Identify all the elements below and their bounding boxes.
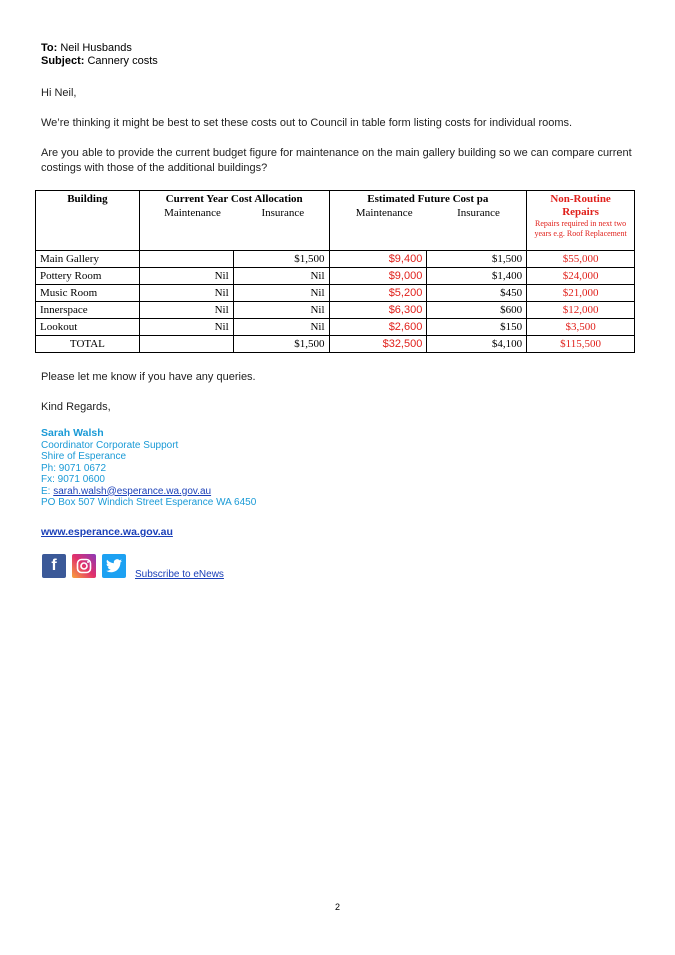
table-row	[36, 251, 635, 268]
to-label: To:	[41, 42, 58, 54]
sign-off: Kind Regards,	[41, 401, 111, 413]
table-row	[36, 319, 635, 336]
signature-fax: Fx: 9071 0600	[41, 474, 105, 485]
cell-future-maintenance: $9,000	[329, 268, 427, 285]
sub-insurance: Insurance	[261, 207, 305, 219]
header-non-routine: Non-Routine Repairs Repairs required in next two years e.g. Roof Replacement	[527, 191, 635, 251]
cell-non-routine: $55,000	[527, 251, 635, 268]
email-link[interactable]: sarah.walsh@esperance.wa.gov.au	[53, 485, 212, 497]
header-current-year: Current Year Cost Allocation Maintenance Insurance	[139, 191, 329, 251]
to-value: Neil Husbands	[60, 42, 132, 54]
signature-phone: Ph: 9071 0672	[41, 462, 107, 474]
greeting: Hi Neil,	[41, 87, 77, 99]
cell-current-maintenance: Nil	[139, 268, 233, 285]
cell-current-insurance: Nil	[233, 268, 329, 285]
cell-non-routine: $3,500	[527, 319, 635, 336]
email-header	[41, 42, 158, 68]
sub-maintenance: Maintenance	[355, 207, 413, 219]
website-line	[41, 526, 173, 538]
cell-current-maintenance	[139, 251, 233, 268]
table-header-row	[36, 191, 635, 251]
cell-future-maintenance: $2,600	[329, 319, 427, 336]
cell-building: Pottery Room	[36, 268, 140, 285]
cell-current-maintenance: Nil	[139, 302, 233, 319]
instagram-icon[interactable]	[72, 554, 96, 578]
paragraph-2: Are you able to provide the current budget figure for maintenance on the main gallery building so we can compare current costings with those of the additional buildings?	[41, 147, 632, 174]
cell-non-routine: $21,000	[527, 285, 635, 302]
page-number: 2	[334, 902, 340, 912]
twitter-icon[interactable]	[102, 554, 126, 578]
signature-title: Coordinator Corporate Support	[41, 439, 179, 451]
total-row: TOTAL $1,500 $32,500 $4,100 $115,500	[36, 336, 635, 353]
cell-future-insurance: $150	[427, 319, 527, 336]
cell-building: Innerspace	[36, 302, 140, 319]
cell-future-insurance: $1,500	[427, 251, 527, 268]
cell-future-insurance: $450	[427, 285, 527, 302]
cell-future-maintenance: $6,300	[329, 302, 427, 319]
cell-future-insurance: $600	[427, 302, 527, 319]
signature-org: Shire of Esperance	[41, 451, 127, 462]
table-row	[36, 302, 635, 319]
cell-building: Main Gallery	[36, 251, 140, 268]
subscribe-link[interactable]: Subscribe to eNews	[135, 569, 224, 580]
signature-name: Sarah Walsh	[41, 427, 104, 439]
table-row	[36, 268, 635, 285]
cell-current-insurance: Nil	[233, 319, 329, 336]
cell-non-routine: $12,000	[527, 302, 635, 319]
cell-current-insurance: Nil	[233, 302, 329, 319]
non-routine-note: Repairs required in next two years e.g. Roof Replacement	[534, 219, 627, 238]
subject-label: Subject:	[41, 55, 85, 67]
header-future-cost: Estimated Future Cost pa Maintenance Insurance	[329, 191, 527, 251]
cell-current-insurance: Nil	[233, 285, 329, 302]
email-signature	[41, 428, 256, 509]
cell-future-insurance: $1,400	[427, 268, 527, 285]
table-row	[36, 285, 635, 302]
paragraph-1: We’re thinking it might be best to set these costs out to Council in table form listing costs for individual rooms.	[41, 117, 573, 129]
cell-current-maintenance: Nil	[139, 285, 233, 302]
header-building: Building	[36, 191, 140, 251]
cell-non-routine: $24,000	[527, 268, 635, 285]
cell-building: Lookout	[36, 319, 140, 336]
website-link[interactable]: www.esperance.wa.gov.au	[41, 526, 173, 538]
cell-current-insurance: $1,500	[233, 251, 329, 268]
email-prefix: E:	[41, 485, 54, 497]
cell-future-maintenance: $9,400	[329, 251, 427, 268]
cost-table	[35, 190, 635, 353]
sub-insurance: Insurance	[457, 207, 500, 219]
cell-building: Music Room	[36, 285, 140, 302]
signature-address: PO Box 507 Windich Street Esperance WA 6450	[41, 497, 257, 508]
facebook-icon[interactable]: f	[42, 554, 66, 578]
cell-future-maintenance: $5,200	[329, 285, 427, 302]
subject-value: Cannery costs	[87, 55, 158, 67]
social-icons	[42, 554, 126, 578]
closing-line: Please let me know if you have any queries.	[41, 371, 256, 383]
cell-current-maintenance: Nil	[139, 319, 233, 336]
sub-maintenance: Maintenance	[164, 207, 221, 219]
